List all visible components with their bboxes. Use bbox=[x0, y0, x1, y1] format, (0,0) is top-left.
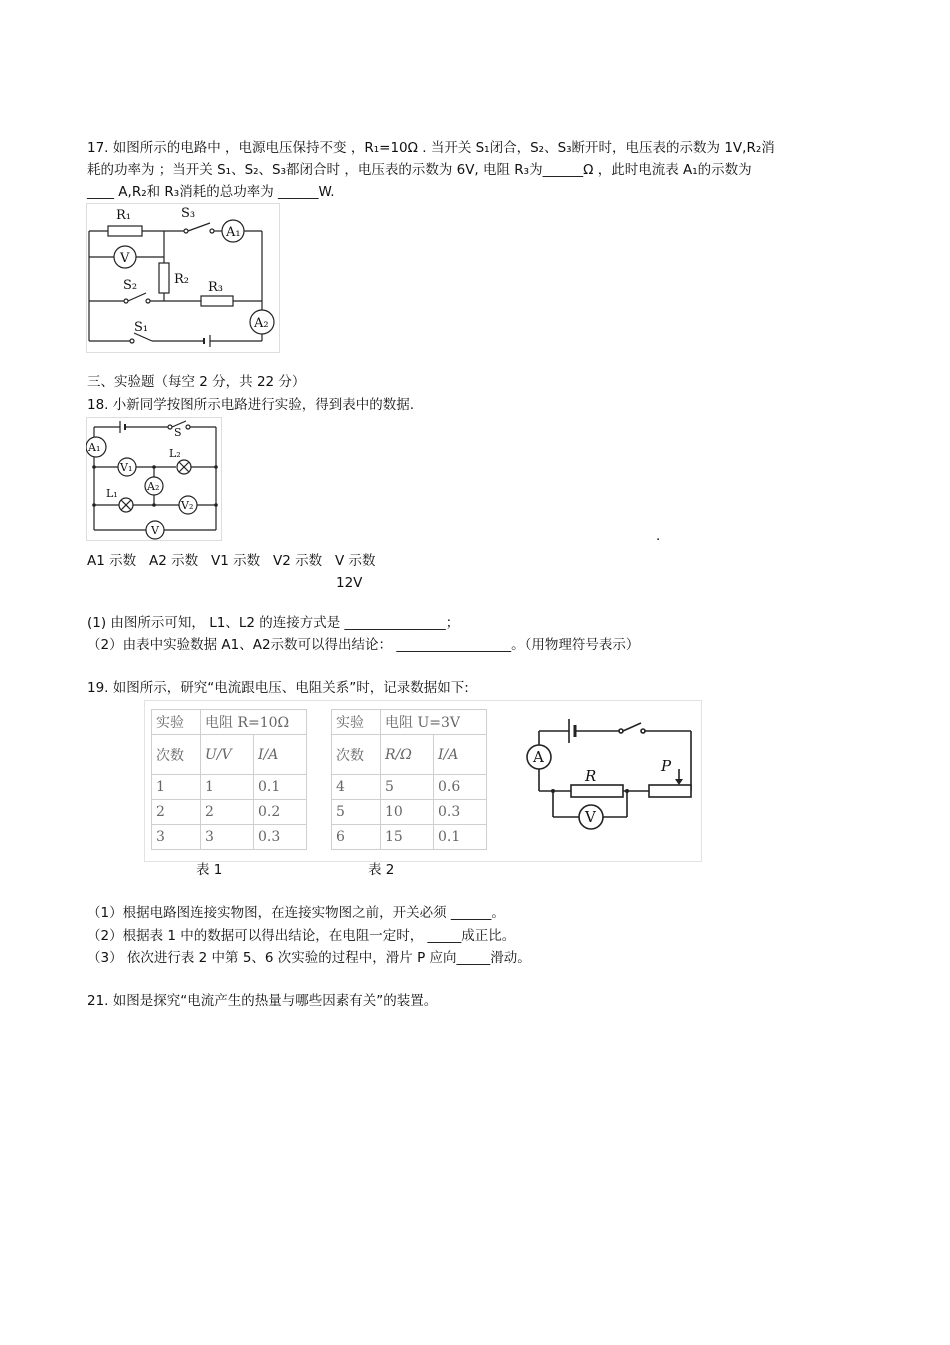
s3-label: S₃ bbox=[181, 206, 196, 221]
table-1-caption: 表 1 bbox=[196, 862, 223, 878]
q17-line-1: 17. 如图所示的电路中 ，电源电压保持不变 ，R₁=10Ω . 当开关 S₁闭合，S₂、S₃断开时，电压表的示数为 1V,R₂消 bbox=[87, 140, 775, 156]
table-row bbox=[332, 825, 487, 850]
r2-label: R₂ bbox=[174, 272, 189, 287]
table-row bbox=[332, 775, 487, 800]
q18-circuit-diagram bbox=[86, 417, 222, 541]
q19-circuit-diagram bbox=[519, 707, 695, 837]
table-cell: 5 bbox=[381, 775, 434, 800]
q19-figure bbox=[144, 700, 702, 862]
q21-intro: 21. 如图是探究“电流产生的热量与哪些因素有关”的装置。 bbox=[87, 993, 438, 1009]
ammeter-label: A bbox=[533, 748, 544, 766]
table-cell: U/V bbox=[201, 735, 254, 775]
resistor-r-label: R bbox=[585, 767, 597, 785]
col-v2: V2 示数 bbox=[273, 553, 323, 569]
table-cell: 电阻 R=10Ω bbox=[201, 710, 307, 735]
q19-question-3: （3） 依次进行表 2 中第 5、6 次实验的过程中，滑片 P 应向_____滑动。 bbox=[87, 950, 531, 966]
table-row bbox=[152, 825, 307, 850]
section-3-title: 三、实验题（每空 2 分，共 22 分） bbox=[87, 374, 306, 390]
table-cell: 电阻 U=3V bbox=[381, 710, 487, 735]
s1-label: S₁ bbox=[134, 320, 149, 335]
data-table-2 bbox=[331, 709, 487, 850]
table-cell: 实验 bbox=[332, 710, 381, 735]
table-cell: 2 bbox=[201, 800, 254, 825]
q17-line-2: 耗的功率为 ；当开关 S₁、S₂、S₃都闭合时 ，电压表的示数为 6V, 电阻 R₃为______Ω ，此时电流表 A₁的示数为 bbox=[87, 162, 752, 178]
a2-meter-label: A₂ bbox=[254, 316, 269, 331]
r3-label: R₃ bbox=[208, 280, 223, 295]
table-cell: 0.3 bbox=[254, 825, 307, 850]
table-cell: 2 bbox=[152, 800, 201, 825]
q17-circuit-diagram bbox=[86, 203, 280, 353]
col-v1: V1 示数 bbox=[211, 553, 261, 569]
q19-question-2: （2）根据表 1 中的数据可以得出结论，在电阻一定时， _____成正比。 bbox=[87, 928, 516, 944]
voltmeter-label: V bbox=[585, 808, 596, 826]
q18-intro: 18. 小新同学按图所示电路进行实验，得到表中的数据. bbox=[87, 397, 415, 413]
table-cell: R/Ω bbox=[381, 735, 434, 775]
table-cell: 1 bbox=[152, 775, 201, 800]
table-row bbox=[152, 800, 307, 825]
table-cell: 3 bbox=[152, 825, 201, 850]
table-row bbox=[152, 775, 307, 800]
v1-meter-label: V₁ bbox=[120, 461, 133, 474]
table-row bbox=[332, 800, 487, 825]
a1-meter-label: A₁ bbox=[226, 225, 241, 240]
table-cell: 次数 bbox=[332, 735, 381, 775]
v-meter-label: V bbox=[151, 524, 159, 537]
switch-s-label: S bbox=[174, 426, 182, 439]
table-cell: 0.1 bbox=[254, 775, 307, 800]
table-cell: 次数 bbox=[152, 735, 201, 775]
table-cell: 0.2 bbox=[254, 800, 307, 825]
v-meter-label: V bbox=[120, 251, 130, 266]
table-cell: I/A bbox=[254, 735, 307, 775]
v-value-cell: 12V bbox=[336, 575, 363, 591]
q18-table-header bbox=[87, 550, 376, 572]
table-2-caption: 表 2 bbox=[368, 862, 395, 878]
q17-line-3: ____ A,R₂和 R₃消耗的总功率为 ______W. bbox=[87, 184, 335, 200]
table-cell: 10 bbox=[381, 800, 434, 825]
r1-label: R₁ bbox=[116, 208, 131, 223]
q19-intro: 19. 如图所示，研究“电流跟电压、电阻关系”时，记录数据如下: bbox=[87, 680, 469, 696]
q19-question-1: （1）根据电路图连接实物图，在连接实物图之前，开关必须 ______。 bbox=[87, 905, 505, 921]
table-cell: 0.1 bbox=[434, 825, 487, 850]
table-cell: 1 bbox=[201, 775, 254, 800]
stray-dot: . bbox=[656, 528, 661, 544]
col-a2: A2 示数 bbox=[149, 553, 199, 569]
table-cell: 0.6 bbox=[434, 775, 487, 800]
slider-p-label: P bbox=[661, 757, 672, 775]
table-cell: 0.3 bbox=[434, 800, 487, 825]
l2-label: L₂ bbox=[169, 447, 181, 460]
l1-label: L₁ bbox=[106, 487, 118, 500]
q18-question-1: (1) 由图所示可知， L1、L2 的连接方式是 _______________； bbox=[87, 615, 460, 631]
a1-meter-label: A₁ bbox=[88, 441, 101, 454]
table-cell: 6 bbox=[332, 825, 381, 850]
table-cell: 15 bbox=[381, 825, 434, 850]
table-cell: 5 bbox=[332, 800, 381, 825]
table-cell: 4 bbox=[332, 775, 381, 800]
data-table-1 bbox=[151, 709, 307, 850]
a2-meter-label: A₂ bbox=[147, 480, 160, 493]
table-cell: 3 bbox=[201, 825, 254, 850]
s2-label: S₂ bbox=[123, 278, 138, 293]
table-cell: 实验 bbox=[152, 710, 201, 735]
col-v: V 示数 bbox=[335, 553, 376, 569]
col-a1: A1 示数 bbox=[87, 553, 137, 569]
q18-question-2: （2）由表中实验数据 A1、A2示数可以得出结论： _________________。（用物理符号表示） bbox=[87, 637, 640, 653]
table-cell: I/A bbox=[434, 735, 487, 775]
v2-meter-label: V₂ bbox=[181, 499, 194, 512]
